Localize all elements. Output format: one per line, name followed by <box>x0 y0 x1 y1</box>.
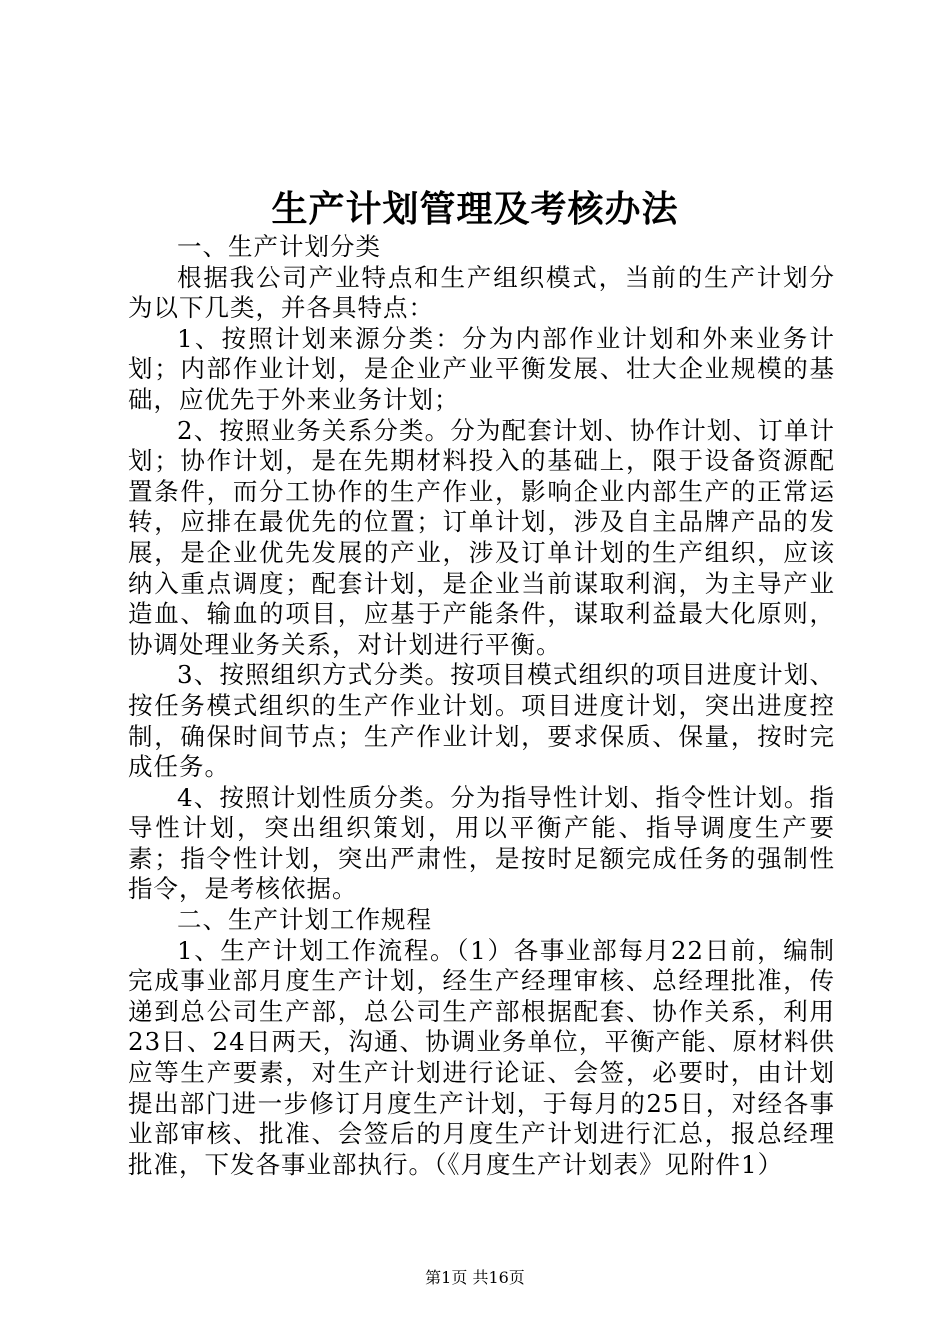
paragraph-workflow: 1、生产计划工作流程。（1）各事业部每月22日前，编制完成事业部月度生产计划，经生产经理审核、总经理批准，传递到总公司生产部，总公司生产部根据配套、协作关系，利用23日、24日两天，沟通、协调业务单位，平衡产能、原材料供应等生产要素，对生产计划进行论证、会签，必要时，由计划提出部门进一步修订月度生产计划，于每月的25日，对经各事业部审核、批准、会签后的月度生产计划进行汇总，报总经理批准，下发各事业部执行。（《月度生产计划表》见附件1） <box>128 935 835 1179</box>
document-body <box>128 232 835 1180</box>
page-number-footer: 第1页 共16页 <box>425 1268 525 1287</box>
paragraph-item-4: 4、按照计划性质分类。分为指导性计划、指令性计划。指导性计划，突出组织策划，用以平衡产能、指导调度生产要素；指令性计划，突出严肃性，是按时足额完成任务的强制性指令，是考核依据。 <box>128 782 835 904</box>
document-title: 生产计划管理及考核办法 <box>271 188 679 230</box>
paragraph-item-2: 2、按照业务关系分类。分为配套计划、协作计划、订单计划；协作计划，是在先期材料投入的基础上，限于设备资源配置条件，而分工协作的生产作业，影响企业内部生产的正常运转，应排在最优先的位置；订单计划，涉及自主品牌产品的发展，是企业优先发展的产业，涉及订单计划的生产组织，应该纳入重点调度；配套计划，是企业当前谋取利润，为主导产业造血、输血的项目，应基于产能条件，谋取利益最大化原则，协调处理业务关系，对计划进行平衡。 <box>128 415 835 659</box>
paragraph-item-3: 3、按照组织方式分类。按项目模式组织的项目进度计划、按任务模式组织的生产作业计划。项目进度计划，突出进度控制，确保时间节点；生产作业计划，要求保质、保量，按时完成任务。 <box>128 660 835 782</box>
section-heading-1: 一、生产计划分类 <box>177 232 381 261</box>
section-heading-2: 二、生产计划工作规程 <box>177 905 432 935</box>
paragraph-item-1: 1、按照计划来源分类：分为内部作业计划和外来业务计划；内部作业计划，是企业产业平衡发展、壮大企业规模的基础，应优先于外来业务计划； <box>128 323 835 414</box>
paragraph-intro: 根据我公司产业特点和生产组织模式，当前的生产计划分为以下几类，并各具特点： <box>128 262 835 323</box>
